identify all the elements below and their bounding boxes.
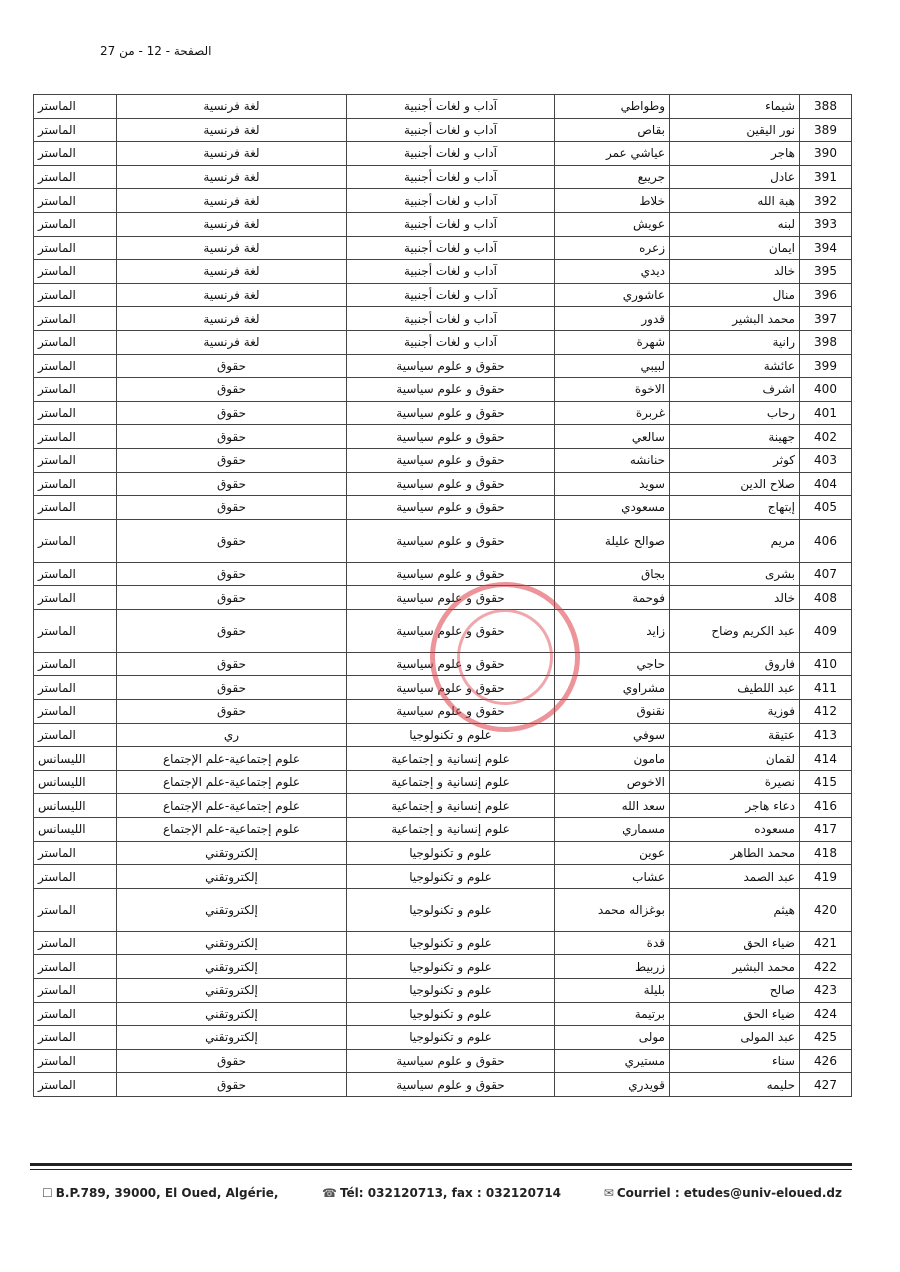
degree-level-cell: الماستر	[34, 1026, 117, 1050]
specialty-cell: حقوق	[117, 496, 347, 520]
phone-icon: ☎	[322, 1186, 337, 1200]
table-row	[34, 236, 852, 260]
first-name-cell: نور اليقين	[670, 118, 800, 142]
last-name-cell: جريبع	[555, 165, 670, 189]
table-row	[34, 747, 852, 771]
table-row	[34, 770, 852, 794]
last-name-cell: قدة	[555, 931, 670, 955]
table-row	[34, 586, 852, 610]
first-name-cell: ايمان	[670, 236, 800, 260]
last-name-cell: سويد	[555, 472, 670, 496]
field-domain-cell: علوم و تكنولوجيا	[347, 723, 555, 747]
specialty-cell: حقوق	[117, 586, 347, 610]
degree-level-cell: الماستر	[34, 354, 117, 378]
field-domain-cell: علوم و تكنولوجيا	[347, 865, 555, 889]
first-name-cell: إبتهاج	[670, 496, 800, 520]
field-domain-cell: حقوق و علوم سياسية	[347, 472, 555, 496]
table-row	[34, 425, 852, 449]
table-row	[34, 496, 852, 520]
table-row	[34, 519, 852, 562]
row-number-cell: 397	[800, 307, 852, 331]
field-domain-cell: آداب و لغات أجنبية	[347, 260, 555, 284]
degree-level-cell: الماستر	[34, 118, 117, 142]
first-name-cell: هاجر	[670, 142, 800, 166]
table-row	[34, 841, 852, 865]
last-name-cell: لبيبي	[555, 354, 670, 378]
first-name-cell: محمد الطاهر	[670, 841, 800, 865]
specialty-cell: لغة فرنسية	[117, 307, 347, 331]
field-domain-cell: حقوق و علوم سياسية	[347, 519, 555, 562]
specialty-cell: لغة فرنسية	[117, 189, 347, 213]
degree-level-cell: الماستر	[34, 378, 117, 402]
footer-address-text: B.P.789, 39000, El Oued, Algérie,	[55, 1186, 279, 1200]
table-row	[34, 95, 852, 119]
first-name-cell: عبد المولى	[670, 1026, 800, 1050]
specialty-cell: لغة فرنسية	[117, 95, 347, 119]
table-row	[34, 401, 852, 425]
table-row	[34, 1002, 852, 1026]
field-domain-cell: علوم إنسانية و إجتماعية	[347, 747, 555, 771]
first-name-cell: حليمه	[670, 1073, 800, 1097]
first-name-cell: رحاب	[670, 401, 800, 425]
field-domain-cell: علوم و تكنولوجيا	[347, 931, 555, 955]
last-name-cell: عشاب	[555, 865, 670, 889]
field-domain-cell: حقوق و علوم سياسية	[347, 1073, 555, 1097]
specialty-cell: لغة فرنسية	[117, 212, 347, 236]
footer-address	[42, 1186, 278, 1200]
field-domain-cell: حقوق و علوم سياسية	[347, 1049, 555, 1073]
row-number-cell: 400	[800, 378, 852, 402]
field-domain-cell: علوم و تكنولوجيا	[347, 1002, 555, 1026]
degree-level-cell: الليسانس	[34, 818, 117, 842]
row-number-cell: 425	[800, 1026, 852, 1050]
specialty-cell: إلكتروتقني	[117, 931, 347, 955]
degree-level-cell: الليسانس	[34, 770, 117, 794]
specialty-cell: إلكتروتقني	[117, 1002, 347, 1026]
degree-level-cell: الماستر	[34, 401, 117, 425]
field-domain-cell: حقوق و علوم سياسية	[347, 354, 555, 378]
degree-level-cell: الماستر	[34, 888, 117, 931]
last-name-cell: ديدي	[555, 260, 670, 284]
specialty-cell: حقوق	[117, 472, 347, 496]
last-name-cell: عياشي عمر	[555, 142, 670, 166]
row-number-cell: 414	[800, 747, 852, 771]
degree-level-cell: الماستر	[34, 496, 117, 520]
table-row	[34, 955, 852, 979]
specialty-cell: لغة فرنسية	[117, 236, 347, 260]
specialty-cell: لغة فرنسية	[117, 283, 347, 307]
last-name-cell: مسعودي	[555, 496, 670, 520]
field-domain-cell: حقوق و علوم سياسية	[347, 676, 555, 700]
footer-rule-thin	[30, 1169, 852, 1170]
first-name-cell: صلاح الدين	[670, 472, 800, 496]
degree-level-cell: الماستر	[34, 212, 117, 236]
table-row	[34, 118, 852, 142]
first-name-cell: لبنه	[670, 212, 800, 236]
specialty-cell: حقوق	[117, 519, 347, 562]
row-number-cell: 409	[800, 609, 852, 652]
row-number-cell: 399	[800, 354, 852, 378]
last-name-cell: بليلة	[555, 979, 670, 1003]
degree-level-cell: الماستر	[34, 330, 117, 354]
row-number-cell: 393	[800, 212, 852, 236]
specialty-cell: لغة فرنسية	[117, 330, 347, 354]
first-name-cell: مسعوده	[670, 818, 800, 842]
table-row	[34, 212, 852, 236]
row-number-cell: 412	[800, 700, 852, 724]
specialty-cell: لغة فرنسية	[117, 165, 347, 189]
specialty-cell: إلكتروتقني	[117, 979, 347, 1003]
first-name-cell: محمد البشير	[670, 307, 800, 331]
row-number-cell: 418	[800, 841, 852, 865]
row-number-cell: 403	[800, 448, 852, 472]
table-row	[34, 378, 852, 402]
degree-level-cell: الماستر	[34, 652, 117, 676]
table-row	[34, 562, 852, 586]
row-number-cell: 404	[800, 472, 852, 496]
field-domain-cell: آداب و لغات أجنبية	[347, 212, 555, 236]
row-number-cell: 390	[800, 142, 852, 166]
first-name-cell: صالح	[670, 979, 800, 1003]
degree-level-cell: الماستر	[34, 1049, 117, 1073]
degree-level-cell: الماستر	[34, 95, 117, 119]
last-name-cell: مسماري	[555, 818, 670, 842]
degree-level-cell: الماستر	[34, 142, 117, 166]
table-body	[34, 95, 852, 1097]
table-row	[34, 1026, 852, 1050]
first-name-cell: ضياء الحق	[670, 1002, 800, 1026]
last-name-cell: نقنوق	[555, 700, 670, 724]
specialty-cell: إلكتروتقني	[117, 955, 347, 979]
table-row	[34, 260, 852, 284]
first-name-cell: عبد الصمد	[670, 865, 800, 889]
row-number-cell: 424	[800, 1002, 852, 1026]
first-name-cell: هيثم	[670, 888, 800, 931]
table-row	[34, 818, 852, 842]
degree-level-cell: الماستر	[34, 260, 117, 284]
mail-icon: ✉	[603, 1186, 614, 1200]
field-domain-cell: حقوق و علوم سياسية	[347, 425, 555, 449]
specialty-cell: حقوق	[117, 609, 347, 652]
row-number-cell: 413	[800, 723, 852, 747]
specialty-cell: إلكتروتقني	[117, 888, 347, 931]
row-number-cell: 415	[800, 770, 852, 794]
row-number-cell: 396	[800, 283, 852, 307]
first-name-cell: مريم	[670, 519, 800, 562]
last-name-cell: الاخوص	[555, 770, 670, 794]
row-number-cell: 391	[800, 165, 852, 189]
last-name-cell: الاخوة	[555, 378, 670, 402]
table-row	[34, 931, 852, 955]
first-name-cell: محمد البشير	[670, 955, 800, 979]
specialty-cell: لغة فرنسية	[117, 118, 347, 142]
row-number-cell: 401	[800, 401, 852, 425]
table-row	[34, 307, 852, 331]
first-name-cell: سناء	[670, 1049, 800, 1073]
row-number-cell: 420	[800, 888, 852, 931]
specialty-cell: حقوق	[117, 401, 347, 425]
first-name-cell: نصيرة	[670, 770, 800, 794]
table-row	[34, 794, 852, 818]
row-number-cell: 422	[800, 955, 852, 979]
specialty-cell: لغة فرنسية	[117, 142, 347, 166]
field-domain-cell: علوم و تكنولوجيا	[347, 979, 555, 1003]
last-name-cell: قدور	[555, 307, 670, 331]
last-name-cell: سوفي	[555, 723, 670, 747]
field-domain-cell: حقوق و علوم سياسية	[347, 496, 555, 520]
specialty-cell: حقوق	[117, 1049, 347, 1073]
last-name-cell: زعره	[555, 236, 670, 260]
degree-level-cell: الليسانس	[34, 747, 117, 771]
degree-level-cell: الماستر	[34, 425, 117, 449]
row-number-cell: 426	[800, 1049, 852, 1073]
specialty-cell: إلكتروتقني	[117, 841, 347, 865]
degree-level-cell: الماستر	[34, 519, 117, 562]
row-number-cell: 394	[800, 236, 852, 260]
field-domain-cell: حقوق و علوم سياسية	[347, 448, 555, 472]
first-name-cell: خالد	[670, 586, 800, 610]
table-row	[34, 283, 852, 307]
field-domain-cell: آداب و لغات أجنبية	[347, 236, 555, 260]
row-number-cell: 389	[800, 118, 852, 142]
specialty-cell: حقوق	[117, 700, 347, 724]
degree-level-cell: الماستر	[34, 1002, 117, 1026]
footer-email-text: Courriel : etudes@univ-eloued.dz	[616, 1186, 842, 1200]
row-number-cell: 419	[800, 865, 852, 889]
footer-phone-text: Tél: 032120713, fax : 032120714	[339, 1186, 562, 1200]
degree-level-cell: الماستر	[34, 723, 117, 747]
degree-level-cell: الماستر	[34, 1073, 117, 1097]
field-domain-cell: حقوق و علوم سياسية	[347, 586, 555, 610]
table-row	[34, 189, 852, 213]
last-name-cell: فوحمة	[555, 586, 670, 610]
last-name-cell: سالعي	[555, 425, 670, 449]
students-table	[33, 94, 852, 1097]
field-domain-cell: حقوق و علوم سياسية	[347, 378, 555, 402]
row-number-cell: 417	[800, 818, 852, 842]
first-name-cell: اشرف	[670, 378, 800, 402]
last-name-cell: برتيمة	[555, 1002, 670, 1026]
field-domain-cell: علوم و تكنولوجيا	[347, 955, 555, 979]
row-number-cell: 406	[800, 519, 852, 562]
specialty-cell: حقوق	[117, 676, 347, 700]
specialty-cell: حقوق	[117, 652, 347, 676]
row-number-cell: 416	[800, 794, 852, 818]
last-name-cell: عوين	[555, 841, 670, 865]
field-domain-cell: آداب و لغات أجنبية	[347, 165, 555, 189]
table-row	[34, 472, 852, 496]
specialty-cell: حقوق	[117, 448, 347, 472]
field-domain-cell: آداب و لغات أجنبية	[347, 307, 555, 331]
first-name-cell: دعاء هاجر	[670, 794, 800, 818]
field-domain-cell: علوم إنسانية و إجتماعية	[347, 818, 555, 842]
field-domain-cell: آداب و لغات أجنبية	[347, 189, 555, 213]
degree-level-cell: الماستر	[34, 955, 117, 979]
last-name-cell: حنانشه	[555, 448, 670, 472]
last-name-cell: صوالح عليلة	[555, 519, 670, 562]
row-number-cell: 421	[800, 931, 852, 955]
specialty-cell: حقوق	[117, 378, 347, 402]
degree-level-cell: الماستر	[34, 931, 117, 955]
last-name-cell: شهرة	[555, 330, 670, 354]
box-icon: ☐	[42, 1186, 53, 1200]
stamp-inner-ring	[457, 609, 553, 705]
first-name-cell: لقمان	[670, 747, 800, 771]
field-domain-cell: آداب و لغات أجنبية	[347, 283, 555, 307]
degree-level-cell: الماستر	[34, 189, 117, 213]
specialty-cell: حقوق	[117, 562, 347, 586]
row-number-cell: 407	[800, 562, 852, 586]
row-number-cell: 410	[800, 652, 852, 676]
table-row	[34, 723, 852, 747]
first-name-cell: رانية	[670, 330, 800, 354]
last-name-cell: عاشوري	[555, 283, 670, 307]
degree-level-cell: الماستر	[34, 165, 117, 189]
degree-level-cell: الماستر	[34, 472, 117, 496]
last-name-cell: بوغزاله محمد	[555, 888, 670, 931]
field-domain-cell: حقوق و علوم سياسية	[347, 652, 555, 676]
last-name-cell: وطواطي	[555, 95, 670, 119]
first-name-cell: عتيقة	[670, 723, 800, 747]
degree-level-cell: الماستر	[34, 700, 117, 724]
row-number-cell: 398	[800, 330, 852, 354]
field-domain-cell: حقوق و علوم سياسية	[347, 401, 555, 425]
footer-email	[604, 1186, 842, 1200]
field-domain-cell: آداب و لغات أجنبية	[347, 142, 555, 166]
specialty-cell: إلكتروتقني	[117, 865, 347, 889]
last-name-cell: مامون	[555, 747, 670, 771]
first-name-cell: كوثر	[670, 448, 800, 472]
last-name-cell: حاجي	[555, 652, 670, 676]
table-row	[34, 700, 852, 724]
degree-level-cell: الليسانس	[34, 794, 117, 818]
specialty-cell: علوم إجتماعية-علم الإجتماع	[117, 794, 347, 818]
degree-level-cell: الماستر	[34, 865, 117, 889]
last-name-cell: مستيري	[555, 1049, 670, 1073]
specialty-cell: علوم إجتماعية-علم الإجتماع	[117, 747, 347, 771]
table-row	[34, 165, 852, 189]
row-number-cell: 405	[800, 496, 852, 520]
specialty-cell: ري	[117, 723, 347, 747]
row-number-cell: 402	[800, 425, 852, 449]
row-number-cell: 392	[800, 189, 852, 213]
first-name-cell: جهينة	[670, 425, 800, 449]
footer	[30, 1186, 852, 1206]
first-name-cell: عادل	[670, 165, 800, 189]
field-domain-cell: آداب و لغات أجنبية	[347, 330, 555, 354]
last-name-cell: مولى	[555, 1026, 670, 1050]
official-stamp	[430, 582, 580, 732]
last-name-cell: بجاق	[555, 562, 670, 586]
last-name-cell: سعد الله	[555, 794, 670, 818]
field-domain-cell: علوم إنسانية و إجتماعية	[347, 770, 555, 794]
degree-level-cell: الماستر	[34, 841, 117, 865]
table-row	[34, 330, 852, 354]
last-name-cell: قويدري	[555, 1073, 670, 1097]
first-name-cell: هبة الله	[670, 189, 800, 213]
table-row	[34, 448, 852, 472]
last-name-cell: غربرة	[555, 401, 670, 425]
specialty-cell: لغة فرنسية	[117, 260, 347, 284]
field-domain-cell: حقوق و علوم سياسية	[347, 609, 555, 652]
specialty-cell: علوم إجتماعية-علم الإجتماع	[117, 770, 347, 794]
specialty-cell: حقوق	[117, 425, 347, 449]
specialty-cell: إلكتروتقني	[117, 1026, 347, 1050]
first-name-cell: خالد	[670, 260, 800, 284]
table-row	[34, 865, 852, 889]
degree-level-cell: الماستر	[34, 236, 117, 260]
last-name-cell: بقاص	[555, 118, 670, 142]
first-name-cell: منال	[670, 283, 800, 307]
page-number: الصفحة - 12 - من 27	[100, 44, 212, 58]
last-name-cell: عويش	[555, 212, 670, 236]
last-name-cell: مشراوي	[555, 676, 670, 700]
specialty-cell: علوم إجتماعية-علم الإجتماع	[117, 818, 347, 842]
field-domain-cell: حقوق و علوم سياسية	[347, 562, 555, 586]
row-number-cell: 388	[800, 95, 852, 119]
field-domain-cell: آداب و لغات أجنبية	[347, 118, 555, 142]
field-domain-cell: علوم و تكنولوجيا	[347, 1026, 555, 1050]
table-row	[34, 979, 852, 1003]
field-domain-cell: علوم و تكنولوجيا	[347, 888, 555, 931]
field-domain-cell: حقوق و علوم سياسية	[347, 700, 555, 724]
field-domain-cell: آداب و لغات أجنبية	[347, 95, 555, 119]
table-row	[34, 1049, 852, 1073]
degree-level-cell: الماستر	[34, 283, 117, 307]
degree-level-cell: الماستر	[34, 979, 117, 1003]
degree-level-cell: الماستر	[34, 586, 117, 610]
table-row	[34, 1073, 852, 1097]
first-name-cell: عبد اللطيف	[670, 676, 800, 700]
field-domain-cell: علوم و تكنولوجيا	[347, 841, 555, 865]
field-domain-cell: علوم إنسانية و إجتماعية	[347, 794, 555, 818]
first-name-cell: ضياء الحق	[670, 931, 800, 955]
first-name-cell: فاروق	[670, 652, 800, 676]
degree-level-cell: الماستر	[34, 609, 117, 652]
footer-rule-thick	[30, 1163, 852, 1166]
table-row	[34, 142, 852, 166]
row-number-cell: 423	[800, 979, 852, 1003]
row-number-cell: 395	[800, 260, 852, 284]
degree-level-cell: الماستر	[34, 562, 117, 586]
row-number-cell: 427	[800, 1073, 852, 1097]
first-name-cell: فوزية	[670, 700, 800, 724]
degree-level-cell: الماستر	[34, 307, 117, 331]
table-row	[34, 888, 852, 931]
footer-phone	[322, 1186, 561, 1200]
last-name-cell: خلاط	[555, 189, 670, 213]
first-name-cell: بشرى	[670, 562, 800, 586]
row-number-cell: 408	[800, 586, 852, 610]
specialty-cell: حقوق	[117, 1073, 347, 1097]
row-number-cell: 411	[800, 676, 852, 700]
specialty-cell: حقوق	[117, 354, 347, 378]
first-name-cell: عائشة	[670, 354, 800, 378]
last-name-cell: زايد	[555, 609, 670, 652]
last-name-cell: زربيط	[555, 955, 670, 979]
degree-level-cell: الماستر	[34, 448, 117, 472]
table-row	[34, 354, 852, 378]
first-name-cell: شيماء	[670, 95, 800, 119]
degree-level-cell: الماستر	[34, 676, 117, 700]
first-name-cell: عبد الكريم وضاح	[670, 609, 800, 652]
